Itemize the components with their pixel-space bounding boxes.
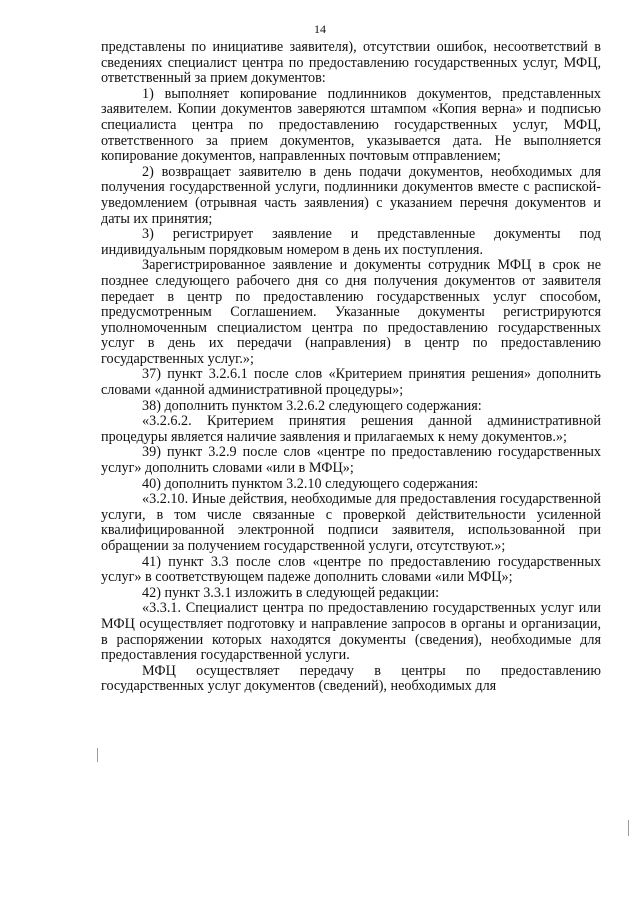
amendment-41: 41) пункт 3.3 после слов «центре по предоставлению государственных услуг» в соответствующем падеже дополнить словами «или МФЦ»; bbox=[101, 553, 601, 586]
amendment-38: 38) дополнить пунктом 3.2.6.2 следующего содержания: bbox=[142, 397, 482, 414]
paragraph: представлены по инициативе заявителя), отсутствии ошибок, несоответствий в сведениях специалист центра по предоставлению государственных услуг, МФЦ, ответственный за прием документов: bbox=[101, 39, 601, 87]
scan-artifact-mark bbox=[97, 748, 98, 762]
quoted-clause-3-2-6-2: «3.2.6.2. Критерием принятия решения данной административной процедуры является наличие заявления и прилагаемых к нему документов.»; bbox=[101, 413, 601, 445]
paragraph: МФЦ осуществляет передачу в центры по предоставлению государственных услуг документов (сведений), необходимых для bbox=[101, 662, 601, 695]
amendment-39: 39) пункт 3.2.9 после слов «центре по предоставлению государственных услуг» дополнить словами «или в МФЦ»; bbox=[101, 444, 601, 477]
document-body bbox=[101, 40, 601, 695]
list-item-1: 1) выполняет копирование подлинников документов, представленных заявителем. Копии документов заверяются штампом «Копия верна» и подписью специалиста центра по предоставлению государственных услуг, МФЦ, ответственного за прием документов, указывается дата. Не выполняется копирование документов, направленных почтовым отправлением; bbox=[101, 85, 601, 165]
amendment-42: 42) пункт 3.3.1 изложить в следующей редакции: bbox=[142, 584, 440, 601]
amendment-40: 40) дополнить пунктом 3.2.10 следующего содержания: bbox=[142, 475, 479, 492]
quoted-clause-3-2-10: «3.2.10. Иные действия, необходимые для предоставления государственной услуги, в том числе связанные с проверкой действительности усиленной квалифицированной электронной подписи заявителя, использованной при обращении за получением государственной услуги, отсутствуют.»; bbox=[101, 491, 601, 554]
quoted-clause-3-3-1: «3.3.1. Специалист центра по предоставлению государственных услуг или МФЦ осуществляет подготовку и направление запросов в органы и организации, в распоряжении которых находятся документы (сведения), необходимые для предоставления государственной услуги. bbox=[101, 600, 601, 664]
list-item-2: 2) возвращает заявителю в день подачи документов, необходимых для получения государственной услуги, подлинники документов вместе с распиской-уведомлением (отрывная часть заявления) с указанием перечня документов и даты их принятия; bbox=[101, 163, 601, 227]
scan-artifact-mark bbox=[628, 820, 629, 836]
amendment-37: 37) пункт 3.2.6.1 после слов «Критерием принятия решения» дополнить словами «данной административной процедуры»; bbox=[101, 366, 601, 399]
page-number: 14 bbox=[314, 22, 326, 36]
paragraph: Зарегистрированное заявление и документы сотрудник МФЦ в срок не позднее следующего рабочего дня со дня получения документов от заявителя передает в центр по предоставлению государственных услуг способом, предусмотренным Соглашением. Указанные документы регистрируются уполномоченным специалистом центра по предоставлению государственных услуг в день их передачи (направления) в центр по предоставлению государственных услуг.»; bbox=[101, 257, 601, 367]
list-item-3: 3) регистрирует заявление и представленные документы под индивидуальным порядковым номером в день их поступления. bbox=[101, 226, 601, 258]
